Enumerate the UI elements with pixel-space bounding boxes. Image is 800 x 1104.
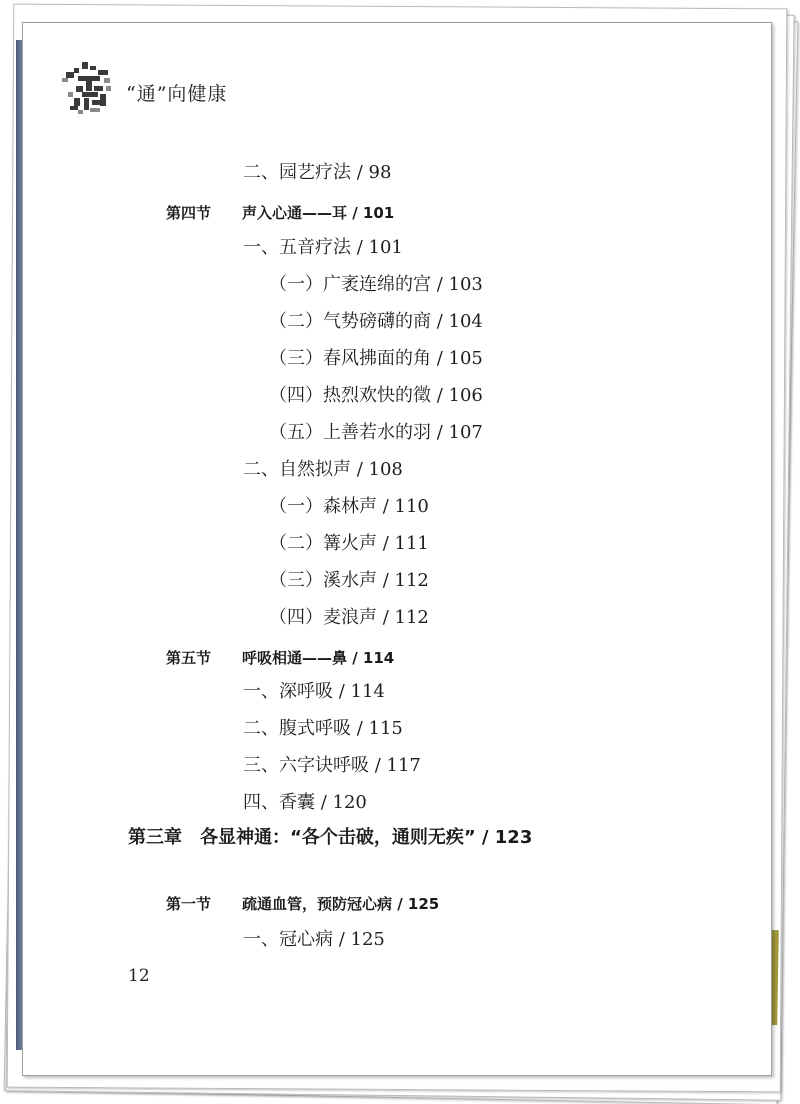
toc-entry: （三）春风拂面的角 / 105 bbox=[269, 348, 483, 369]
toc-entry: （二）气势磅礴的商 / 104 bbox=[269, 311, 483, 332]
calligraphy-emblem-icon bbox=[60, 56, 122, 118]
running-header bbox=[60, 56, 227, 118]
toc-entry: 一、深呼吸 / 114 bbox=[243, 681, 385, 702]
chapter-label: 第三章 bbox=[128, 827, 182, 848]
section-title: 声入心通——耳 / 101 bbox=[242, 204, 395, 222]
toc-entry: 一、五音疗法 / 101 bbox=[243, 237, 403, 258]
section-title: 呼吸相通——鼻 / 114 bbox=[242, 649, 395, 667]
toc-section-heading bbox=[166, 647, 394, 668]
toc-entry: （五）上善若水的羽 / 107 bbox=[269, 422, 483, 443]
toc-entry: （四）热烈欢快的徵 / 106 bbox=[269, 385, 483, 406]
toc-entry: 一、冠心病 / 125 bbox=[243, 929, 385, 950]
toc-section-heading bbox=[166, 202, 394, 223]
toc-entry: （一）广袤连绵的宫 / 103 bbox=[269, 274, 483, 295]
toc-entry: （四）麦浪声 / 112 bbox=[269, 607, 429, 628]
section-label: 第五节 bbox=[166, 649, 212, 667]
section-label: 第四节 bbox=[166, 204, 212, 222]
toc-chapter-heading bbox=[128, 823, 532, 849]
toc-entry: 二、园艺疗法 / 98 bbox=[243, 162, 392, 183]
section-label: 第一节 bbox=[166, 895, 212, 913]
section-title: 疏通血管，预防冠心病 / 125 bbox=[242, 895, 440, 913]
toc-entry: 四、香囊 / 120 bbox=[243, 792, 367, 813]
toc-entry: （二）篝火声 / 111 bbox=[269, 533, 429, 554]
chapter-title: 各显神通：“各个击破，通则无疾” / 123 bbox=[200, 827, 533, 848]
toc-entry: （三）溪水声 / 112 bbox=[269, 570, 429, 591]
toc-entry: 二、自然拟声 / 108 bbox=[243, 459, 403, 480]
toc-entry: 二、腹式呼吸 / 115 bbox=[243, 718, 403, 739]
toc-entry: 三、六字诀呼吸 / 117 bbox=[243, 755, 421, 776]
page-number: 12 bbox=[128, 966, 150, 986]
toc-entry: （一）森林声 / 110 bbox=[269, 496, 429, 517]
header-title: “通”向健康 bbox=[126, 83, 228, 105]
toc-section-heading bbox=[166, 893, 439, 914]
